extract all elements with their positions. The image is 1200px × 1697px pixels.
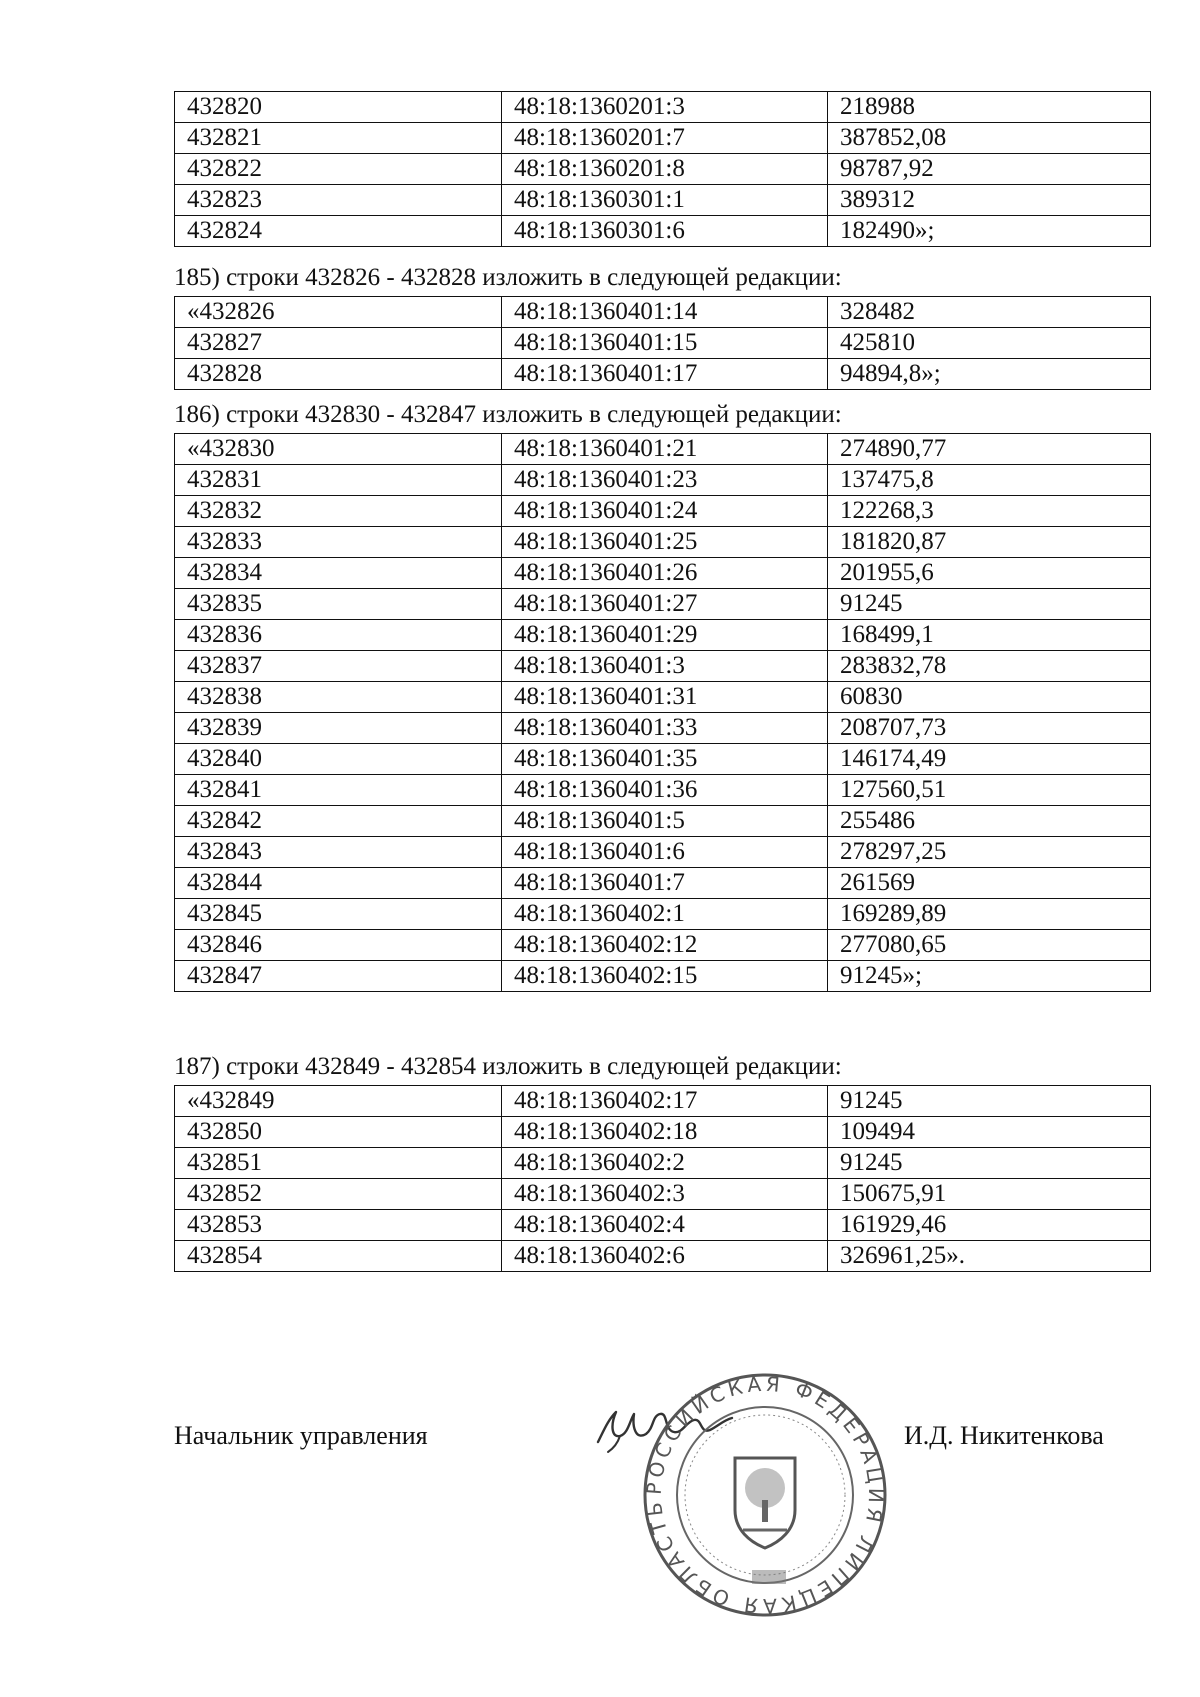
value-cell: 169289,89 bbox=[828, 899, 1151, 930]
cadastral-number-cell: 48:18:1360402:2 bbox=[502, 1148, 828, 1179]
row-number-cell: 432833 bbox=[175, 527, 502, 558]
row-number-cell: 432836 bbox=[175, 620, 502, 651]
value-cell: 387852,08 bbox=[828, 123, 1151, 154]
value-cell: 98787,92 bbox=[828, 154, 1151, 185]
value-cell: 425810 bbox=[828, 328, 1151, 359]
cadastral-number-cell: 48:18:1360401:27 bbox=[502, 589, 828, 620]
row-number-cell: 432844 bbox=[175, 868, 502, 899]
cadastral-number-cell: 48:18:1360402:18 bbox=[502, 1117, 828, 1148]
value-cell: 255486 bbox=[828, 806, 1151, 837]
row-number-cell: 432827 bbox=[175, 328, 502, 359]
cadastral-number-cell: 48:18:1360401:5 bbox=[502, 806, 828, 837]
value-cell: 122268,3 bbox=[828, 496, 1151, 527]
coat-of-arms-icon bbox=[735, 1458, 795, 1548]
value-cell: 326961,25». bbox=[828, 1241, 1151, 1272]
row-number-cell: 432845 bbox=[175, 899, 502, 930]
cadastral-number-cell: 48:18:1360201:7 bbox=[502, 123, 828, 154]
cadastral-number-cell: 48:18:1360402:1 bbox=[502, 899, 828, 930]
value-cell: 182490»; bbox=[828, 216, 1151, 247]
row-number-cell: 432834 bbox=[175, 558, 502, 589]
row-number-cell: 432824 bbox=[175, 216, 502, 247]
table-row bbox=[175, 589, 1151, 620]
cadastral-number-cell: 48:18:1360401:29 bbox=[502, 620, 828, 651]
cadastral-table-187 bbox=[174, 1085, 1151, 1272]
cadastral-number-cell: 48:18:1360401:36 bbox=[502, 775, 828, 806]
table-row bbox=[175, 806, 1151, 837]
row-number-cell: 432822 bbox=[175, 154, 502, 185]
value-cell: 218988 bbox=[828, 92, 1151, 123]
table-row bbox=[175, 297, 1151, 328]
value-cell: 201955,6 bbox=[828, 558, 1151, 589]
row-number-cell: 432832 bbox=[175, 496, 502, 527]
cadastral-number-cell: 48:18:1360402:3 bbox=[502, 1179, 828, 1210]
value-cell: 94894,8»; bbox=[828, 359, 1151, 390]
row-number-cell: 432853 bbox=[175, 1210, 502, 1241]
table-row bbox=[175, 527, 1151, 558]
value-cell: 60830 bbox=[828, 682, 1151, 713]
value-cell: 91245 bbox=[828, 1148, 1151, 1179]
cadastral-number-cell: 48:18:1360301:1 bbox=[502, 185, 828, 216]
table-row bbox=[175, 434, 1151, 465]
signatory-position: Начальник управления bbox=[174, 1421, 428, 1450]
table-row bbox=[175, 216, 1151, 247]
value-cell: 389312 bbox=[828, 185, 1151, 216]
value-cell: 146174,49 bbox=[828, 744, 1151, 775]
row-number-cell: 432851 bbox=[175, 1148, 502, 1179]
table-row bbox=[175, 899, 1151, 930]
cadastral-number-cell: 48:18:1360402:6 bbox=[502, 1241, 828, 1272]
row-number-cell: 432835 bbox=[175, 589, 502, 620]
cadastral-number-cell: 48:18:1360401:25 bbox=[502, 527, 828, 558]
value-cell: 283832,78 bbox=[828, 651, 1151, 682]
row-number-cell: 432839 bbox=[175, 713, 502, 744]
value-cell: 274890,77 bbox=[828, 434, 1151, 465]
row-number-cell: 432850 bbox=[175, 1117, 502, 1148]
table-row bbox=[175, 1086, 1151, 1117]
cadastral-number-cell: 48:18:1360401:6 bbox=[502, 837, 828, 868]
row-number-cell: 432843 bbox=[175, 837, 502, 868]
table-row bbox=[175, 154, 1151, 185]
row-number-cell: 432842 bbox=[175, 806, 502, 837]
cadastral-number-cell: 48:18:1360401:26 bbox=[502, 558, 828, 589]
cadastral-number-cell: 48:18:1360201:8 bbox=[502, 154, 828, 185]
signatory-name: И.Д. Никитенкова bbox=[904, 1421, 1104, 1450]
value-cell: 278297,25 bbox=[828, 837, 1151, 868]
row-number-cell: 432837 bbox=[175, 651, 502, 682]
table-row bbox=[175, 1117, 1151, 1148]
cadastral-number-cell: 48:18:1360402:15 bbox=[502, 961, 828, 992]
cadastral-number-cell: 48:18:1360401:24 bbox=[502, 496, 828, 527]
value-cell: 181820,87 bbox=[828, 527, 1151, 558]
cadastral-number-cell: 48:18:1360401:15 bbox=[502, 328, 828, 359]
row-number-cell: «432830 bbox=[175, 434, 502, 465]
table-row bbox=[175, 775, 1151, 806]
table-row bbox=[175, 92, 1151, 123]
cadastral-number-cell: 48:18:1360401:35 bbox=[502, 744, 828, 775]
table-row bbox=[175, 837, 1151, 868]
table-row bbox=[175, 328, 1151, 359]
value-cell: 328482 bbox=[828, 297, 1151, 328]
official-stamp bbox=[640, 1370, 890, 1620]
row-number-cell: 432821 bbox=[175, 123, 502, 154]
stamp-outer-text: РОССИЙСКАЯ ФЕДЕРАЦИЯ ЛИПЕЦКАЯ ОБЛАСТЬ bbox=[641, 1371, 889, 1619]
value-cell: 168499,1 bbox=[828, 620, 1151, 651]
cadastral-number-cell: 48:18:1360301:6 bbox=[502, 216, 828, 247]
row-number-cell: 432820 bbox=[175, 92, 502, 123]
cadastral-table-185 bbox=[174, 296, 1151, 390]
row-number-cell: 432854 bbox=[175, 1241, 502, 1272]
value-cell: 127560,51 bbox=[828, 775, 1151, 806]
value-cell: 91245»; bbox=[828, 961, 1151, 992]
row-number-cell: 432846 bbox=[175, 930, 502, 961]
table-row bbox=[175, 961, 1151, 992]
table-row bbox=[175, 558, 1151, 589]
value-cell: 208707,73 bbox=[828, 713, 1151, 744]
cadastral-number-cell: 48:18:1360401:33 bbox=[502, 713, 828, 744]
table-row bbox=[175, 359, 1151, 390]
table-row bbox=[175, 1179, 1151, 1210]
table-row bbox=[175, 465, 1151, 496]
row-number-cell: «432849 bbox=[175, 1086, 502, 1117]
table-row bbox=[175, 651, 1151, 682]
section-heading-187: 187) строки 432849 - 432854 изложить в следующей редакции: bbox=[174, 1053, 842, 1080]
cadastral-number-cell: 48:18:1360402:17 bbox=[502, 1086, 828, 1117]
table-row bbox=[175, 185, 1151, 216]
value-cell: 261569 bbox=[828, 868, 1151, 899]
table-row bbox=[175, 1241, 1151, 1272]
section-heading-185: 185) строки 432826 - 432828 изложить в следующей редакции: bbox=[174, 264, 842, 291]
table-row bbox=[175, 930, 1151, 961]
table-row bbox=[175, 682, 1151, 713]
cadastral-table-1 bbox=[174, 91, 1151, 247]
cadastral-number-cell: 48:18:1360401:17 bbox=[502, 359, 828, 390]
table-row bbox=[175, 868, 1151, 899]
value-cell: 150675,91 bbox=[828, 1179, 1151, 1210]
row-number-cell: 432838 bbox=[175, 682, 502, 713]
cadastral-table-186 bbox=[174, 433, 1151, 992]
cadastral-number-cell: 48:18:1360401:31 bbox=[502, 682, 828, 713]
section-heading-186: 186) строки 432830 - 432847 изложить в следующей редакции: bbox=[174, 401, 842, 428]
cadastral-number-cell: 48:18:1360401:21 bbox=[502, 434, 828, 465]
row-number-cell: 432840 bbox=[175, 744, 502, 775]
table-row bbox=[175, 713, 1151, 744]
value-cell: 137475,8 bbox=[828, 465, 1151, 496]
row-number-cell: 432831 bbox=[175, 465, 502, 496]
cadastral-number-cell: 48:18:1360402:4 bbox=[502, 1210, 828, 1241]
cadastral-number-cell: 48:18:1360402:12 bbox=[502, 930, 828, 961]
cadastral-number-cell: 48:18:1360201:3 bbox=[502, 92, 828, 123]
value-cell: 109494 bbox=[828, 1117, 1151, 1148]
row-number-cell: 432847 bbox=[175, 961, 502, 992]
table-row bbox=[175, 1148, 1151, 1179]
table-row bbox=[175, 123, 1151, 154]
cadastral-number-cell: 48:18:1360401:23 bbox=[502, 465, 828, 496]
table-row bbox=[175, 496, 1151, 527]
row-number-cell: 432828 bbox=[175, 359, 502, 390]
cadastral-number-cell: 48:18:1360401:14 bbox=[502, 297, 828, 328]
cadastral-number-cell: 48:18:1360401:7 bbox=[502, 868, 828, 899]
table-row bbox=[175, 620, 1151, 651]
table-row bbox=[175, 744, 1151, 775]
row-number-cell: «432826 bbox=[175, 297, 502, 328]
value-cell: 91245 bbox=[828, 589, 1151, 620]
row-number-cell: 432823 bbox=[175, 185, 502, 216]
row-number-cell: 432852 bbox=[175, 1179, 502, 1210]
cadastral-number-cell: 48:18:1360401:3 bbox=[502, 651, 828, 682]
row-number-cell: 432841 bbox=[175, 775, 502, 806]
value-cell: 91245 bbox=[828, 1086, 1151, 1117]
table-row bbox=[175, 1210, 1151, 1241]
value-cell: 161929,46 bbox=[828, 1210, 1151, 1241]
value-cell: 277080,65 bbox=[828, 930, 1151, 961]
